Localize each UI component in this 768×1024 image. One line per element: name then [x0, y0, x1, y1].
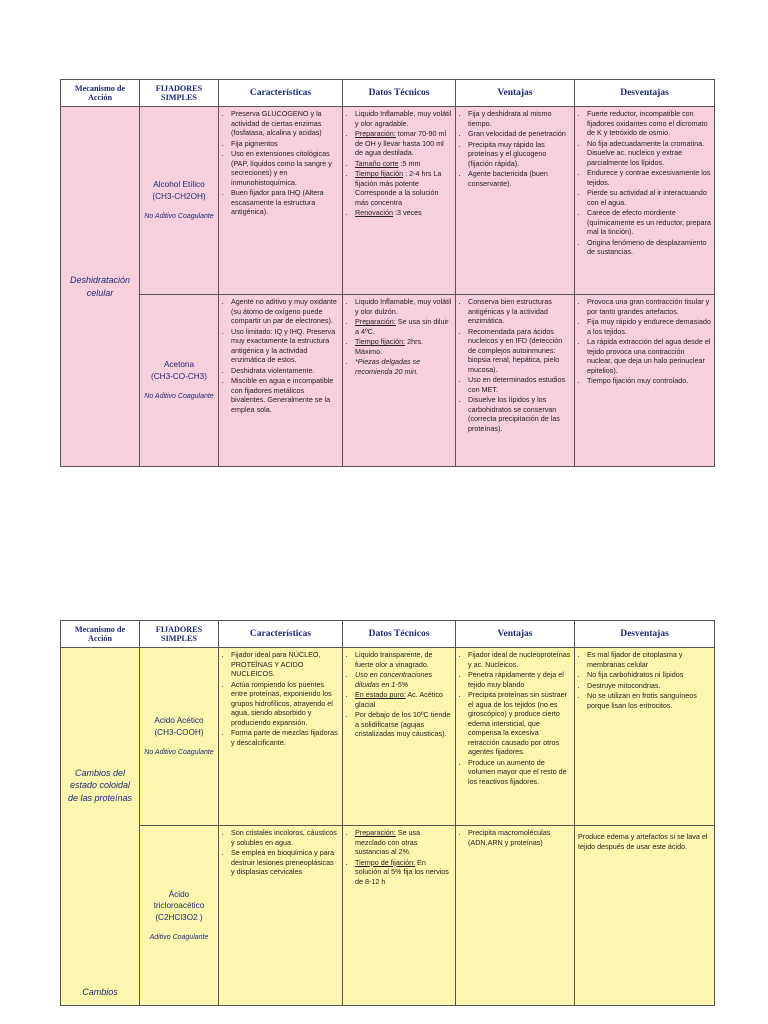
header-caracteristicas: Características [219, 80, 343, 107]
datos-text: En solución al 5% fija los nervios de 8-12 h [355, 857, 449, 886]
fixative-cell [140, 648, 219, 826]
datos-cell [343, 648, 456, 826]
bullet-list [222, 109, 339, 217]
caracteristicas-cell [219, 826, 343, 1006]
fixative-type: No Aditivo Coagulante [144, 213, 214, 221]
fixatives-table-1 [60, 79, 715, 467]
fixatives-table-2 [60, 620, 715, 1006]
list-item: • Fija y deshidrata al mismo tiempo. [468, 109, 571, 128]
bullet-list [578, 109, 711, 257]
bullet-list [578, 650, 711, 710]
datos-label: En estado puro: [355, 690, 406, 699]
datos-list [346, 297, 452, 376]
fixative-name: Ácido tricloroacético [153, 889, 205, 911]
datos-list [346, 109, 452, 218]
list-item: • Recomendada para ácidos nucleicos y en IFD (detección de complejos autoinmunes: biopsia renal, hepática, pielo mucosa). [468, 327, 571, 375]
bullet-list [578, 297, 711, 386]
list-item: • Buen fijador para IHQ (Altera escasamente la estructura antigénica). [231, 188, 339, 217]
list-item: • No fija adecuadamente la cromatina. Disuelve ac. nucleico y extrae parcialmente los lípidos. [587, 139, 711, 168]
bullet-list [459, 109, 571, 188]
fixative-cell [140, 826, 219, 1006]
list-item: • Origina fenómeno de desplazamiento de sustancias. [587, 238, 711, 257]
list-item: • Tiempo fijación muy controlado. [587, 376, 711, 386]
list-item: • Deshidrata violentamente. [231, 366, 339, 376]
bullet-list [459, 650, 571, 786]
list-item: • Destruye mitocondrias. [587, 681, 711, 691]
datos-text: Uso en concentraciones diluidas en 1-5% [355, 670, 433, 689]
mechanism-label-continued: Cambios [82, 987, 118, 998]
desventajas-cell [575, 107, 715, 295]
header-datos: Datos Técnicos [343, 80, 456, 107]
list-item: • Provoca una gran contracción tisular y por tanto grandes artefactos. [587, 297, 711, 316]
list-item: • Uso en extensiones citológicas (PAP, líquidos como la sangre y secreciones) y en inmunohistoquímica. [231, 149, 339, 187]
list-item: • Carece de efecto mordiente (químicamente es un reductor, prepara mal la tinción). [587, 208, 711, 237]
ventajas-cell [456, 107, 575, 295]
list-item: • Fijador ideal de nucleoproteínas y ac. Nucleicos. [468, 650, 571, 669]
list-item: • Agente no aditivo y muy oxidante (su átomo de oxígeno puede compartir un par de electrones). [231, 297, 339, 326]
desventajas-text: Produce edema y artefactos si se lava el tejido después de usar este ácido. [578, 832, 708, 851]
list-item: • Gran velocidad de penetración [468, 129, 571, 139]
list-item [355, 650, 452, 669]
datos-label: Renovación [355, 208, 393, 217]
list-item: • Fuerte reductor, incompatible con fijadores oxidantes como el dicromato de K y tetróxido de osmio. [587, 109, 711, 138]
list-item [355, 858, 452, 887]
caracteristicas-cell [219, 295, 343, 467]
fixative-type: No Aditivo Coagulante [144, 393, 214, 401]
datos-label: Tiempo fijación: [355, 337, 406, 346]
datos-text: Se usa mezclado con otras sustancias al 2%. [355, 828, 421, 856]
fixative-formula: (CH3-COOH) [154, 727, 204, 737]
header-datos: Datos Técnicos [343, 621, 456, 648]
list-item [355, 109, 452, 128]
list-item: • Son cristales incoloros, cáusticos y solubles en agua. [231, 828, 339, 847]
datos-label: Preparación: [355, 828, 396, 837]
datos-text: : 2-4 hrs La fijación más potente Corresponde a la solución más concentra [355, 169, 442, 207]
list-item [355, 129, 452, 158]
list-item: • Fija muy rápido y endurece demasiado a los tejidos. [587, 317, 711, 336]
header-mecanismo: Mecanismo de Acción [61, 80, 140, 107]
header-fijadores: FIJADORES SIMPLES [140, 80, 219, 107]
list-item: • Forma parte de mezclas fijadoras y descalcificante. [231, 728, 339, 747]
list-item: • Pierde su actividad al ir interactuando con el agua. [587, 188, 711, 207]
table-row [61, 648, 715, 826]
datos-list [346, 828, 452, 886]
desventajas-cell [575, 295, 715, 467]
list-item: • Precipita proteínas sin sustraer el agua de los tejidos (no es giroscópico) y produce cierto edema intersticial, que compensa la excesiva retracción causado por otros agentes fijadores. [468, 690, 571, 757]
desventajas-cell [575, 826, 715, 1006]
header-row [61, 621, 715, 648]
list-item [355, 317, 452, 336]
list-item: • Preserva GLUCOGENO y la actividad de ciertas enzimas (fosfatasa, alcalina y acidas) [231, 109, 339, 138]
list-item [355, 297, 452, 316]
desventajas-cell [575, 648, 715, 826]
list-item: • Disuelve los lípidos y los carbohidratos se conservan (correcta precipitación de las proteínas). [468, 395, 571, 433]
list-item [355, 208, 452, 218]
list-item [355, 670, 452, 689]
datos-cell [343, 295, 456, 467]
fixative-cell [140, 295, 219, 467]
list-item: • Uso en determinados estudios con MET. [468, 375, 571, 394]
fixative-formula: (C2HCl3O2 ) [155, 912, 203, 922]
datos-text: tomar 70-90 ml de OH y llevar hasta 100 ml de agua destilada. [355, 129, 447, 157]
list-item: • Uso limitado: IQ y IHQ. Preserva muy exactamente la estructura antigénica y la actividad enzimática de estos. [231, 327, 339, 365]
list-item: • Miscible en agua e incompatible con fijadores metálicos bivalentes. Generalmente se la emplea sola. [231, 376, 339, 414]
table-row [61, 107, 715, 295]
caracteristicas-cell [219, 648, 343, 826]
fixative-type: Aditivo Coagulante [149, 934, 209, 941]
list-item: • Precipita macromoléculas (ADN,ARN y proteínas) [468, 828, 571, 847]
mechanism-cell [61, 648, 140, 1006]
datos-text: Ac. Acético glacial [355, 690, 443, 709]
list-item: • Agente bactericida (buen conservante). [468, 169, 571, 188]
datos-label: Tamaño corte [355, 158, 399, 168]
ventajas-cell [456, 826, 575, 1006]
table-row [61, 826, 715, 1006]
bullet-list [222, 828, 339, 877]
datos-label: Tiempo fijación [355, 169, 404, 178]
list-item: • La rápida extracción del agua desde el tejido provoca una contracción nuclear, que deja un halo perinuclear epitelios). [587, 337, 711, 375]
fixative-name: Acetona [163, 360, 195, 370]
list-item [355, 357, 452, 376]
header-desventajas: Desventajas [575, 80, 715, 107]
list-item: • No fija carbohidratos ni lípidos [587, 670, 711, 680]
fixative-formula: (CH3-CH2OH) [152, 191, 206, 201]
header-ventajas: Ventajas [456, 621, 575, 648]
header-fijadores: FIJADORES SIMPLES [140, 621, 219, 648]
list-item: • Se emplea en bioquímica y para destruir lesiones preneoplásicas y displasias cervicales [231, 848, 339, 877]
bullet-list [459, 297, 571, 433]
datos-cell [343, 826, 456, 1006]
datos-text: :5 mm [398, 158, 421, 168]
list-item [355, 710, 452, 739]
list-item: • Conserva bien estructuras antigénicas y la actividad enzimática. [468, 297, 571, 326]
datos-text: Se usa sin diluir a 4ºC. [355, 317, 449, 336]
datos-text: Por debajo de los 10ºC tiende a solidificarse (agujas cristalizadas muy cáusticas). [355, 710, 451, 738]
mechanism-cell: Deshidratación celular [61, 107, 140, 467]
bullet-list [222, 650, 339, 747]
fixative-formula: (CH3-CO-CH3) [151, 371, 207, 381]
list-item [355, 169, 452, 207]
datos-cell [343, 107, 456, 295]
list-item: • Fijador ideal para NÚCLEO, PROTEÍNAS Y ACIDO NUCLEICOS. [231, 650, 339, 679]
fixative-type: No Aditivo Coagulante [144, 749, 214, 757]
datos-text: :3 veces [392, 208, 422, 217]
bullet-list [459, 828, 571, 847]
list-item [355, 337, 452, 356]
header-mecanismo: Mecanismo de Acción [61, 621, 140, 648]
list-item [355, 690, 452, 709]
ventajas-cell [456, 648, 575, 826]
datos-text: 2hrs. Máximo. [355, 337, 424, 356]
list-item [355, 828, 452, 857]
mechanism-label: Cambios del estado coloidal de las proteínas [67, 767, 133, 803]
ventajas-cell [456, 295, 575, 467]
caracteristicas-cell [219, 107, 343, 295]
fixative-name: Alcohol Etílico [153, 180, 205, 190]
header-desventajas: Desventajas [575, 621, 715, 648]
datos-label: Tiempo de fijación: [355, 857, 416, 867]
bullet-list [222, 297, 339, 414]
list-item: • Actúa rompiendo los puentes entre proteínas, exponiendo los grupos hidrofílicos, atrayendo el agua, siendo absorbido y produciendo expansión. [231, 680, 339, 728]
fixative-cell [140, 107, 219, 295]
list-item: • No se utilizan en frotis sanguíneos porque lisan los eritrocitos. [587, 691, 711, 710]
datos-label: Preparación: [355, 129, 396, 138]
list-item [355, 159, 452, 169]
list-item: • Produce un aumento de volumen mayor que el resto de los reactivos fijadores. [468, 758, 571, 787]
list-item: • Penetra rápidamente y deja el tejido muy blando [468, 670, 571, 689]
datos-text: Liquido Inflamable, muy volátil y olor dulzón. [355, 297, 452, 316]
list-item: • Es mal fijador de citoplasma y membranas celular [587, 650, 711, 669]
list-item: • Endurece y contrae excesivamente los tejidos. [587, 168, 711, 187]
datos-text: Liquido transparente, de fuerte olor a vinagrado. [355, 650, 433, 669]
header-row [61, 80, 715, 107]
fixative-name: Acido Acético [154, 716, 204, 726]
datos-text: *Piezas delgadas se recomienda 20 min. [355, 357, 421, 376]
list-item: • Precipita muy rápido las proteínas y el glucogeno (fijación rápida). [468, 140, 571, 169]
header-ventajas: Ventajas [456, 80, 575, 107]
list-item: • Fija pigmentos [231, 139, 339, 149]
datos-label: Preparación: [355, 317, 396, 326]
header-caracteristicas: Características [219, 621, 343, 648]
datos-list [346, 650, 452, 739]
table-row [61, 295, 715, 467]
datos-text: Liquido Inflamable, muy volátil y olor agradable. [355, 109, 452, 128]
